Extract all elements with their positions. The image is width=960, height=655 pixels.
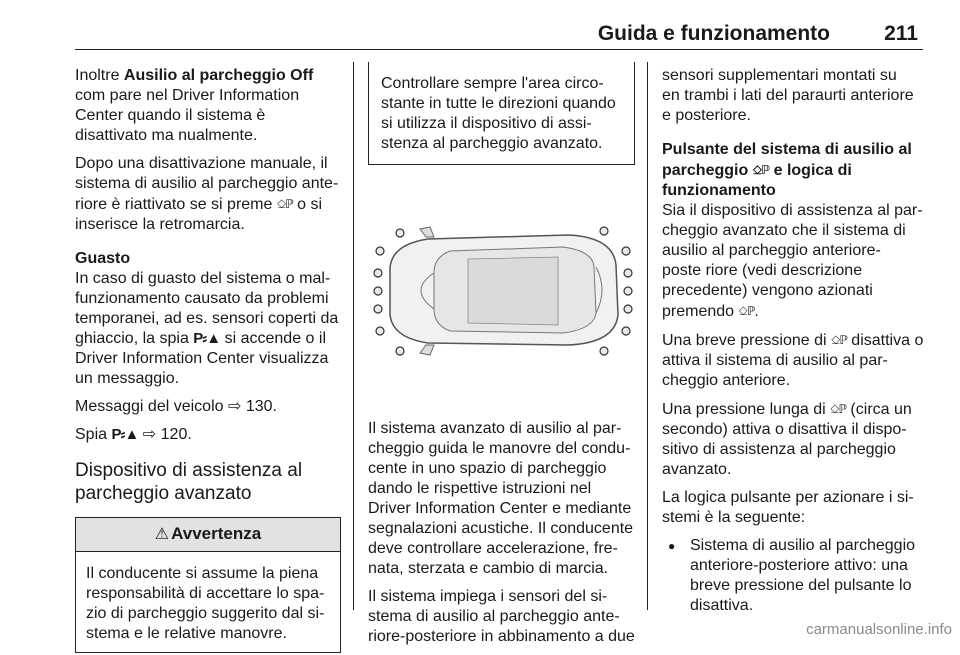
park-button-icon: ⎐ℙ [738,304,755,318]
park-button-icon: ⎐ℙ [830,333,847,347]
paragraph: La logica pulsante per azionare i si stemi è la seguente: [662,489,914,526]
park-lamp-icon: P⸗▲ [111,426,139,443]
page-header-title: Guida e funzionamento [597,22,830,45]
column-right [662,66,924,616]
car-top-view-icon [368,175,635,405]
header-rule [75,49,923,50]
car-sensor-illustration [368,175,635,405]
park-button-icon: ⎐ℙ [752,163,770,177]
paragraph: Una pressione lunga di ⎐ℙ (circa un secondo) attiva o disattiva il dispo sitivo di assistenza al parcheggio avanzato. [662,401,912,478]
bullet-list [662,536,924,616]
page-ref-link[interactable]: 120. [160,426,192,443]
paragraph: sensori supplementari montati su en trambi i lati del paraurti anteriore e posteriore. [662,67,914,124]
cross-reference: Messaggi del veicolo ⇨ 130. [75,398,277,415]
caution-text: Controllare sempre l'area circo stante in tutte le direzioni quando si utilizza il dispositivo di assi stenza al parcheggio avanzato. [381,75,616,152]
column-divider [353,62,354,610]
park-lamp-icon: P⸗▲ [193,330,221,347]
watermark: carmanualsonline.info [806,621,952,638]
list-item: ● Sistema di ausilio al parcheggio anteriore-posteriore attivo: una breve pressione del pulsante lo disattiva. [690,536,924,616]
section-title: Dispositivo di assistenza al parcheggio avanzato [75,460,303,504]
paragraph: In caso di guasto del sistema o mal funzionamento causato da problemi temporanei, ad es. sensori coperti da ghiaccio, la spia P⸗▲ si accende o il Driver Information Center visualizza un messaggio. [75,270,339,387]
cross-reference: Spia P⸗▲ ⇨ 120. [75,426,192,443]
paragraph: Dopo una disattivazione manuale, il sistema di ausilio al parcheggio ante riore è riattivato se si preme ⎐ℙ o si inserisce la retromarcia. [75,155,339,233]
warning-header [76,518,340,552]
paragraph: Il sistema impiega i sensori del si stema di ausilio al parcheggio ante riore-posteriore in abbinamento a due [368,588,635,645]
subheading: Pulsante del sistema di ausilio al parcheggio ⎐ℙ e logica di funzionamento [662,141,912,199]
column-middle [368,62,635,655]
caution-box [368,62,635,165]
warning-box [75,517,341,653]
column-divider [647,62,648,610]
ref-arrow-icon: ⇨ [142,426,157,443]
paragraph: Sia il dispositivo di assistenza al par cheggio avanzato che il sistema di ausilio al parcheggio anteriore-poste riore (vedi descrizione precedente) vengono azionati premendo ⎐ℙ. [662,202,923,320]
warning-text: Il conducente si assume la piena responsabilità di accettare lo spa zio di parcheggio suggerito dal si stema e le relative manovre. [86,565,325,642]
ref-arrow-icon: ⇨ [227,398,242,415]
paragraph: Il sistema avanzato di ausilio al par cheggio guida le manovre del condu cente in uno spazio di parcheggio dando le rispettive istruzioni nel Driver Information Center e mediante segnalazioni acustiche. Il conducente deve controllare accelerazione, fre nata, sterzata e cambio di marcia. [368,420,634,577]
fault-heading: Guasto [75,250,131,267]
page-number: 211 [884,22,918,45]
column-left [75,66,341,653]
park-button-icon: ⎐ℙ [830,402,846,416]
ui-term: Ausilio al parcheggio Off [123,67,314,84]
warning-icon: ⚠ [154,526,170,543]
warning-title: Avvertenza [171,524,262,543]
park-button-icon: ⎐ℙ [276,197,293,211]
paragraph: Una breve pressione di ⎐ℙ disattiva o attiva il sistema di ausilio al par cheggio anteriore. [662,332,924,389]
paragraph: Inoltre Ausilio al parcheggio Off com pare nel Driver Information Center quando il sistema è disattivato ma nualmente. [75,67,314,144]
page-ref-link[interactable]: 130. [245,398,277,415]
